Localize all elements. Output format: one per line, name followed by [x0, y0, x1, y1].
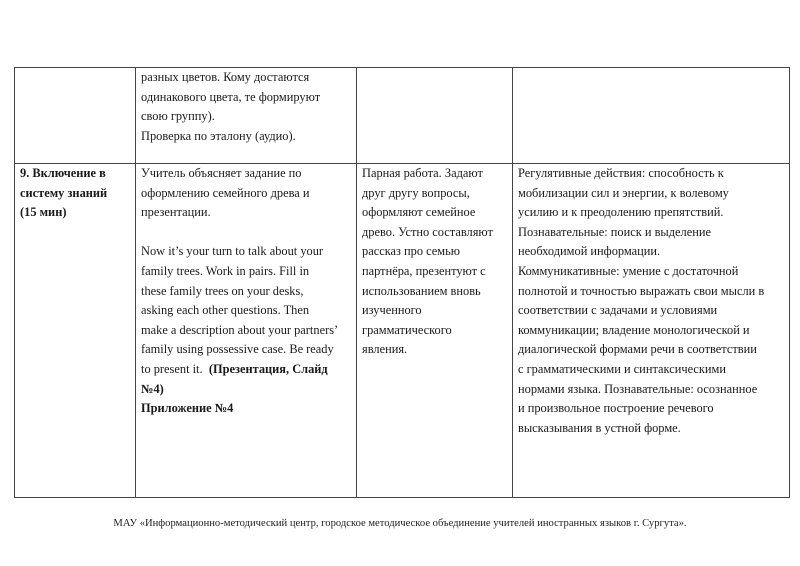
text-line: свою группу). — [141, 109, 215, 124]
text-line: партнёра, презентуют с — [362, 263, 486, 278]
text-line: изученного — [362, 303, 422, 318]
text-line — [141, 360, 351, 380]
text-line: друг другу вопросы, — [362, 185, 470, 200]
stage-title-line: 9. Включение в — [20, 166, 106, 180]
text-line: мобилизации сил и энергии, к волевому — [518, 185, 729, 200]
text-line: разных цветов. Кому достаются — [141, 70, 310, 84]
teacher-activity-cell — [136, 164, 357, 498]
stage-duration: (15 мин) — [20, 205, 67, 220]
present-text: to present it. — [141, 361, 203, 376]
stage-title-line: систему знаний — [20, 185, 108, 200]
text-line: asking each other questions. Then — [141, 303, 310, 318]
student-activity-cell — [357, 68, 513, 164]
text-line: Парная работа. Задают — [362, 166, 483, 180]
text-line: высказывания в устной форме. — [518, 420, 681, 435]
slide-reference: (Презентация, Слайд — [208, 361, 328, 376]
text-line: these family trees on your desks, — [141, 283, 304, 298]
text-line: презентации. — [141, 205, 211, 220]
text-line: диалогической формами речи в соответствии — [518, 342, 757, 357]
text-line: древо. Устно составляют — [362, 224, 493, 239]
text-line: использованием вновь — [362, 283, 481, 298]
text-line: оформлению семейного древа и — [141, 185, 310, 200]
lesson-plan-table — [14, 67, 790, 498]
text-line: оформляют семейное — [362, 205, 476, 220]
text-line: рассказ про семью — [362, 244, 461, 259]
text-line: грамматического — [362, 322, 452, 337]
stage-cell — [15, 68, 136, 164]
uud-cell — [513, 68, 790, 164]
text-line: усилию и к преодолению препятствий. — [518, 205, 724, 220]
table-row — [15, 68, 790, 164]
slide-reference: №4) — [141, 381, 164, 396]
appendix-reference: Приложение №4 — [141, 401, 234, 416]
text-line: Регулятивные действия: способность к — [518, 166, 724, 180]
text-line: явления. — [362, 342, 408, 357]
page-footer: МАУ «Информационно-методический центр, городское методическое объединение учителей иностранных языков г. Сургута». — [113, 518, 687, 529]
table-row — [15, 164, 790, 498]
text-line: нормами языка. Познавательные: осознанное — [518, 381, 758, 396]
text-line: make a description about your partners’ — [141, 322, 339, 337]
teacher-activity-cell — [136, 68, 357, 164]
text-line: с грамматическими и синтаксическими — [518, 361, 727, 376]
text-line: Коммуникативные: умение с достаточной — [518, 263, 739, 278]
text-line: Проверка по эталону (аудио). — [141, 128, 296, 143]
stage-cell — [15, 164, 136, 498]
text-line: family using possessive case. Be ready — [141, 342, 334, 357]
text-line: необходимой информации. — [518, 244, 661, 259]
text-line: Познавательные: поиск и выделение — [518, 224, 712, 239]
text-line: одинакового цвета, те формируют — [141, 89, 321, 104]
text-line: и произвольное построение речевого — [518, 401, 714, 416]
spacer — [141, 223, 351, 243]
text-line: коммуникации; владение монологической и — [518, 322, 750, 337]
text-line: полнотой и точностью выражать свои мысли в — [518, 283, 765, 298]
student-activity-cell — [357, 164, 513, 498]
text-line: family trees. Work in pairs. Fill in — [141, 263, 310, 278]
uud-cell — [513, 164, 790, 498]
text-line: Now it’s your turn to talk about your — [141, 244, 324, 259]
text-line: соответствии с задачами и условиями — [518, 303, 718, 318]
text-line: Учитель объясняет задание по — [141, 166, 302, 180]
